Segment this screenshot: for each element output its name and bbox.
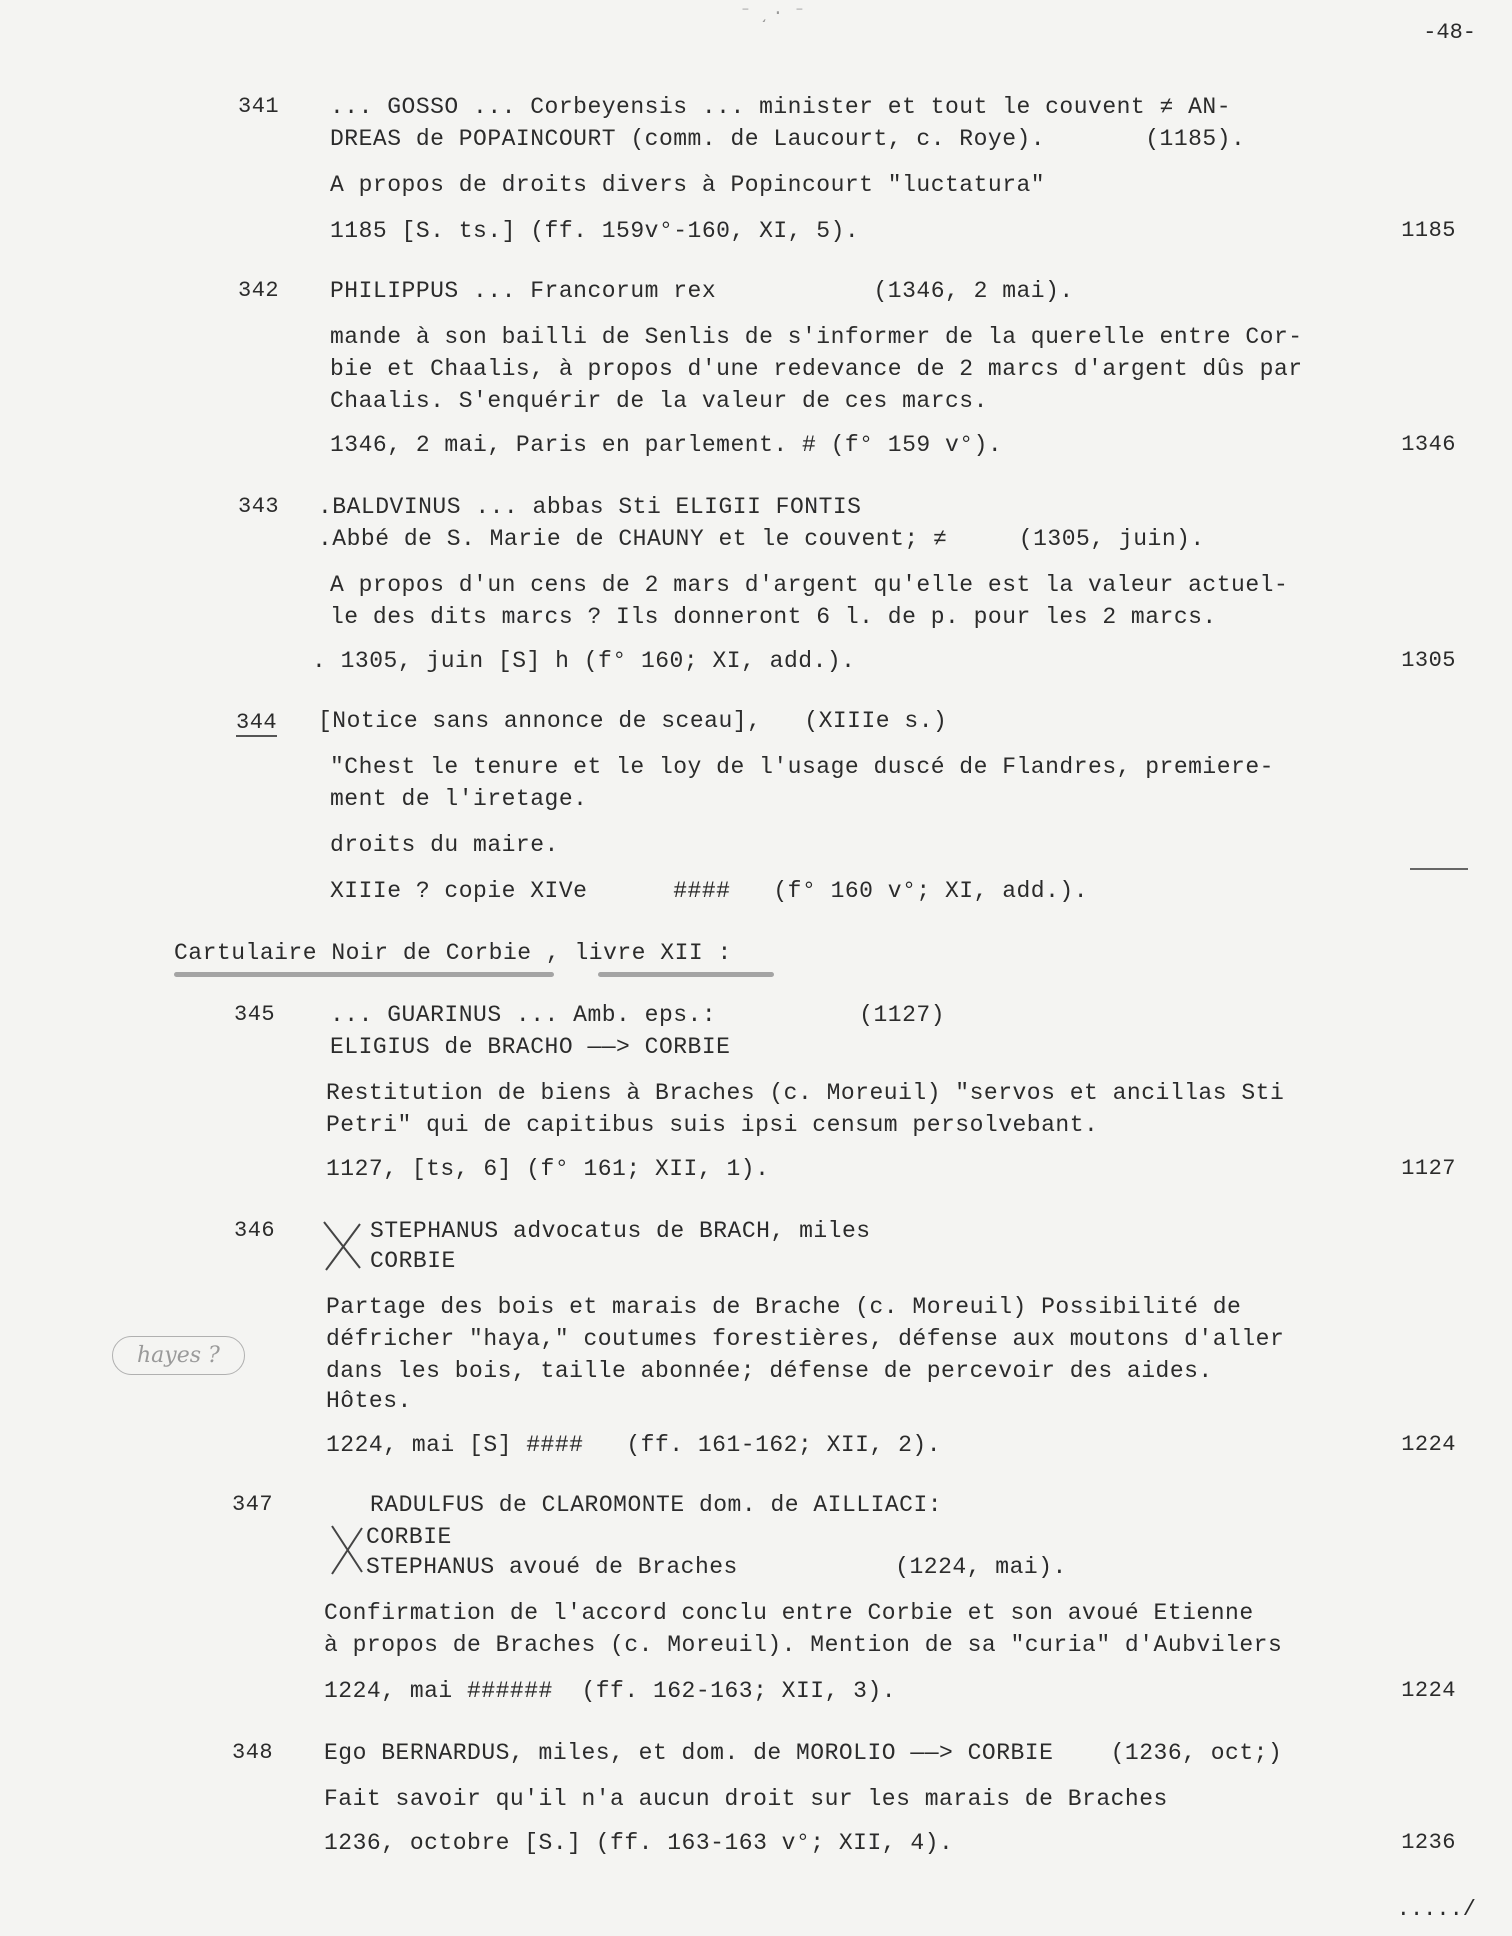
entry-line: .BALDVINUS ... abbas Sti ELIGII FONTIS <box>318 494 862 520</box>
entry-line: Hôtes. <box>326 1388 412 1414</box>
entry-line: 1185 [S. ts.] (ff. 159v°-160, XI, 5). <box>330 218 860 244</box>
entry-line: bie et Chaalis, à propos d'une redevance de 2 marcs d'argent dûs par <box>330 356 1303 382</box>
entry-line: .Abbé de S. Marie de CHAUNY et le couvent; ≠ (1305, juin). <box>318 526 1205 552</box>
entry-line: ... GOSSO ... Corbeyensis ... minister et tout le couvent ≠ AN- <box>330 94 1232 120</box>
section-underline <box>174 972 554 977</box>
entry-year: 1305 <box>1401 648 1456 673</box>
entry-number: 345 <box>234 1002 276 1027</box>
entry-line: 1127, [ts, 6] (f° 161; XII, 1). <box>326 1156 770 1182</box>
entry-line: 1346, 2 mai, Paris en parlement. # (f° 159 v°). <box>330 432 1003 458</box>
entry-line: STEPHANUS avoué de Braches (1224, mai). <box>366 1554 1067 1580</box>
entry-line: PHILIPPUS ... Francorum rex (1346, 2 mai). <box>330 278 1074 304</box>
entry-number: 344 <box>236 710 278 735</box>
entry-year: 1127 <box>1401 1156 1456 1181</box>
entry-line: CORBIE <box>366 1524 452 1550</box>
entry-line: Partage des bois et marais de Brache (c. Moreuil) Possibilité de <box>326 1294 1242 1320</box>
entry-number: 342 <box>238 278 280 303</box>
section-underline <box>598 972 774 977</box>
entry-line: défricher "haya," coutumes forestières, défense aux moutons d'aller <box>326 1326 1285 1352</box>
entry-year: 1236 <box>1401 1830 1456 1855</box>
entry-line: ELIGIUS de BRACHO ——> CORBIE <box>330 1034 731 1060</box>
entry-line: . 1305, juin [S] h (f° 160; XI, add.). <box>312 648 856 674</box>
entry-line: 1224, mai [S] #### (ff. 161-162; XII, 2). <box>326 1432 941 1458</box>
entry-number: 341 <box>238 94 280 119</box>
continuation-mark: ...../ <box>1396 1897 1476 1922</box>
entry-line: [Notice sans annonce de sceau], (XIIIe s.) <box>318 708 948 734</box>
entry-year: 1224 <box>1401 1678 1456 1703</box>
cross-arrow-icon <box>328 1520 368 1580</box>
entry-number: 347 <box>232 1492 274 1517</box>
entry-line: ment de l'iretage. <box>330 786 588 812</box>
margin-dash <box>1410 868 1468 870</box>
entry-line: Petri" qui de capitibus suis ipsi censum persolvebant. <box>326 1112 1099 1138</box>
entry-line: Ego BERNARDUS, miles, et dom. de MOROLIO ——> CORBIE (1236, oct;) <box>324 1740 1283 1766</box>
entry-line: Chaalis. S'enquérir de la valeur de ces marcs. <box>330 388 988 414</box>
entry-line: A propos de droits divers à Popincourt "luctatura" <box>330 172 1046 198</box>
entry-line: Confirmation de l'accord conclu entre Corbie et son avoué Etienne <box>324 1600 1254 1626</box>
entry-line: ... GUARINUS ... Amb. eps.: (1127) <box>330 1002 945 1028</box>
margin-annotation: hayes ? <box>112 1336 245 1375</box>
entry-line: "Chest le tenure et le loy de l'usage duscé de Flandres, premiere- <box>330 754 1274 780</box>
entry-line: A propos d'un cens de 2 mars d'argent qu'elle est la valeur actuel- <box>330 572 1289 598</box>
entry-line: DREAS de POPAINCOURT (comm. de Laucourt, c. Roye). (1185). <box>330 126 1246 152</box>
entry-line: mande à son bailli de Senlis de s'informer de la querelle entre Cor- <box>330 324 1303 350</box>
entry-number: 346 <box>234 1218 276 1243</box>
entry-line: le des dits marcs ? Ils donneront 6 l. de p. pour les 2 marcs. <box>330 604 1217 630</box>
entry-number: 348 <box>232 1740 274 1765</box>
entry-line: Restitution de biens à Braches (c. Moreuil) "servos et ancillas Sti <box>326 1080 1285 1106</box>
section-title: Cartulaire Noir de Corbie , livre XII : <box>174 940 732 966</box>
entry-line: 1236, octobre [S.] (ff. 163-163 v°; XII, 4). <box>324 1830 954 1856</box>
entry-line: dans les bois, taille abonnée; défense de percevoir des aides. <box>326 1358 1213 1384</box>
cross-arrow-icon <box>320 1216 370 1276</box>
entry-line: XIIIe ? copie XIVe #### (f° 160 v°; XI, add.). <box>330 878 1089 904</box>
page-number: -48- <box>1423 20 1476 45</box>
entry-line: CORBIE <box>370 1248 456 1274</box>
entry-line: STEPHANUS advocatus de BRACH, miles <box>370 1218 871 1244</box>
entry-line: à propos de Braches (c. Moreuil). Mention de sa "curia" d'Aubvilers <box>324 1632 1283 1658</box>
entry-line: droits du maire. <box>330 832 559 858</box>
entry-year: 1346 <box>1401 432 1456 457</box>
entry-number: 343 <box>238 494 280 519</box>
entry-year: 1185 <box>1401 218 1456 243</box>
entry-line: Fait savoir qu'il n'a aucun droit sur les marais de Braches <box>324 1786 1168 1812</box>
top-smudge: ⁻ ͵ · ⁻ <box>740 4 805 24</box>
entry-year: 1224 <box>1401 1432 1456 1457</box>
entry-line: RADULFUS de CLAROMONTE dom. de AILLIACI: <box>370 1492 943 1518</box>
entry-line: 1224, mai ###### (ff. 162-163; XII, 3). <box>324 1678 897 1704</box>
